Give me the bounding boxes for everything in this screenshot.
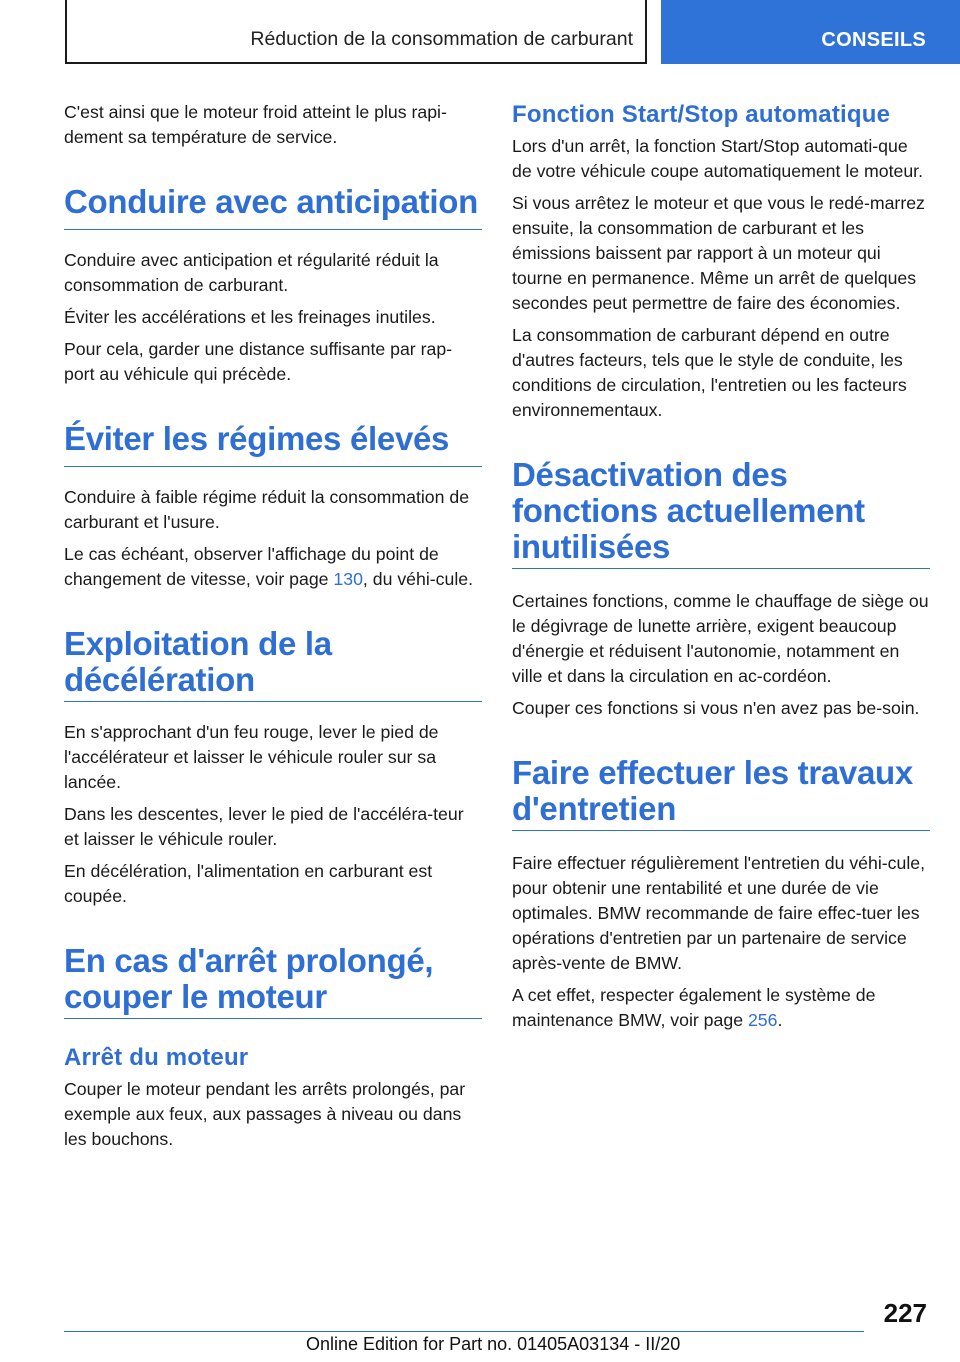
right-column <box>512 100 930 1040</box>
subsection-title: Fonction Start/Stop automatique <box>512 101 891 128</box>
intro-paragraph: C'est ainsi que le moteur froid atteint le plus rapi-dement sa température de service. <box>64 102 447 147</box>
paragraph-text: A cet effet, respecter également le système de maintenance BMW, voir page <box>512 985 876 1030</box>
paragraph: La consommation de carburant dépend en outre d'autres facteurs, tels que le style de conduite, les conditions de circulation, l'entretien ou les facteurs environnementaux. <box>512 325 907 420</box>
section-title: Éviter les régimes élevés <box>64 420 450 457</box>
paragraph: Conduire à faible régime réduit la consommation de carburant et l'usure. <box>64 487 470 532</box>
section-title: Conduire avec anticipation <box>64 183 478 220</box>
header-tab <box>661 0 960 64</box>
header-tab-label: CONSEILS <box>821 29 926 51</box>
section-heading-anticipation <box>64 184 482 230</box>
section-heading-desactivation <box>512 457 930 569</box>
page-link-256[interactable]: 256 <box>747 1010 778 1030</box>
section-title: Désactivation des fonctions actuellement inutilisées <box>512 456 865 565</box>
paragraph: Couper le moteur pendant les arrêts prolongés, par exemple aux feux, aux passages à niveau ou dans les bouchons. <box>64 1079 466 1149</box>
paragraph: Certaines fonctions, comme le chauffage de siège ou le dégivrage de lunette arrière, exigent beaucoup d'énergie et réduisent l'autonomie, notamment en ville et dans la circulation en ac-cordéon. <box>512 591 929 686</box>
section-title: Exploitation de la décélération <box>64 625 332 698</box>
paragraph: Conduire avec anticipation et régularité réduit la consommation de carburant. <box>64 250 439 295</box>
header-section-title: Réduction de la consommation de carburant <box>250 28 633 50</box>
header-section-box <box>65 0 647 64</box>
paragraph: En décélération, l'alimentation en carburant est coupée. <box>64 861 433 906</box>
paragraph: Pour cela, garder une distance suffisante par rap-port au véhicule qui précède. <box>64 339 453 384</box>
footer-divider <box>64 1331 864 1332</box>
paragraph: Si vous arrêtez le moteur et que vous le redé-marrez ensuite, la consommation de carburant et les émissions baissent par rapport à un moteur qui tourne en permanence. Même un arrêt de quelques secondes peut permettre de faire des économies. <box>512 193 925 313</box>
paragraph: Couper ces fonctions si vous n'en avez pas be-soin. <box>512 698 920 718</box>
subsection-title: Arrêt du moteur <box>64 1044 249 1071</box>
paragraph-text: , du véhi-cule. <box>362 569 474 589</box>
paragraph: Dans les descentes, lever le pied de l'accéléra-teur et laisser le véhicule rouler. <box>64 804 464 849</box>
left-column <box>64 100 482 1159</box>
paragraph-text: Le cas échéant, observer l'affichage du point de changement de vitesse, voir page <box>64 544 439 589</box>
paragraph <box>64 542 482 592</box>
paragraph: En s'approchant d'un feu rouge, lever le pied de l'accélérateur et laisser le véhicule rouler sur sa lancée. <box>64 722 439 792</box>
section-heading-entretien <box>512 755 930 831</box>
section-heading-regimes <box>64 421 482 467</box>
section-heading-deceleration <box>64 626 482 702</box>
page-link-130[interactable]: 130 <box>333 569 363 589</box>
paragraph-text: . <box>777 1010 783 1030</box>
page-number: 227 <box>883 1298 927 1328</box>
section-heading-arret <box>64 943 482 1019</box>
section-title: Faire effectuer les travaux d'entretien <box>512 754 913 827</box>
paragraph: Faire effectuer régulièrement l'entretien du véhi-cule, pour obtenir une rentabilité et une durée de vie optimales. BMW recommande de faire effec-tuer les opérations d'entretien par un partenaire de service après-vente de BMW. <box>512 853 926 973</box>
paragraph: Éviter les accélérations et les freinages inutiles. <box>64 307 436 327</box>
paragraph <box>512 983 930 1033</box>
section-title: En cas d'arrêt prolongé, couper le moteur <box>64 942 434 1015</box>
footer-edition: Online Edition for Part no. 01405A03134 - II/20 <box>306 1334 681 1354</box>
paragraph: Lors d'un arrêt, la fonction Start/Stop automati-que de votre véhicule coupe automatiquement le moteur. <box>512 136 923 181</box>
